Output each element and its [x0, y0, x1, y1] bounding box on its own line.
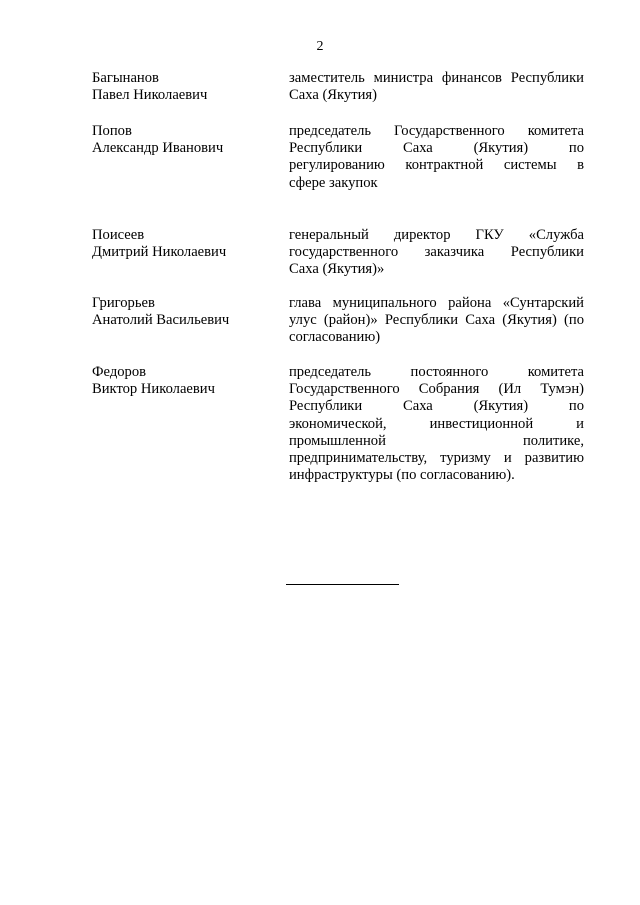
- role-line: улус (район)» Республики Саха (Якутия) (по: [289, 312, 584, 329]
- role-line: инфраструктуры (по согласованию).: [289, 467, 515, 484]
- role-line: предпринимательству, туризму и развитию: [289, 450, 584, 467]
- role-line: глава муниципального района «Сунтарский: [289, 295, 584, 311]
- role-line: председатель постоянного комитета: [289, 364, 584, 380]
- member-role: [289, 227, 584, 279]
- member-given-names: Дмитрий Николаевич: [92, 244, 227, 261]
- member-given-names: Анатолий Васильевич: [92, 312, 230, 329]
- member-surname: Попов: [92, 123, 132, 139]
- role-line: Саха (Якутия): [289, 87, 377, 104]
- member-given-names: Александр Иванович: [92, 140, 224, 157]
- role-line: Саха (Якутия)»: [289, 261, 385, 278]
- member-role: [289, 70, 584, 104]
- role-line: государственного заказчика Республики: [289, 244, 584, 261]
- member-name: [92, 227, 272, 261]
- role-line: сфере закупок: [289, 174, 378, 191]
- role-line: регулированию контрактной системы в: [289, 157, 584, 174]
- end-of-document-rule: [286, 584, 399, 585]
- role-line: заместитель министра финансов Республики: [289, 70, 584, 86]
- role-line: Государственного Собрания (Ил Тумэн): [289, 381, 584, 398]
- member-name: [92, 364, 272, 398]
- role-line: председатель Государственного комитета: [289, 123, 584, 139]
- role-line: согласованию): [289, 329, 381, 346]
- member-role: [289, 295, 584, 347]
- member-given-names: Виктор Николаевич: [92, 381, 215, 398]
- role-line: экономической, инвестиционной и: [289, 415, 584, 432]
- member-given-names: Павел Николаевич: [92, 87, 208, 104]
- member-surname: Поисеев: [92, 227, 145, 243]
- role-line: Республики Саха (Якутия) по: [289, 398, 584, 415]
- member-surname: Багынанов: [92, 70, 159, 86]
- role-line: промышленной политике,: [289, 432, 584, 449]
- member-surname: Федоров: [92, 364, 147, 380]
- page-number: 2: [316, 39, 324, 54]
- role-line: генеральный директор ГКУ «Служба: [289, 227, 584, 243]
- member-role: [289, 123, 584, 192]
- member-surname: Григорьев: [92, 295, 155, 311]
- role-line: Республики Саха (Якутия) по: [289, 140, 584, 157]
- member-name: [92, 70, 272, 104]
- member-name: [92, 123, 272, 157]
- member-name: [92, 295, 272, 329]
- member-role: [289, 364, 584, 484]
